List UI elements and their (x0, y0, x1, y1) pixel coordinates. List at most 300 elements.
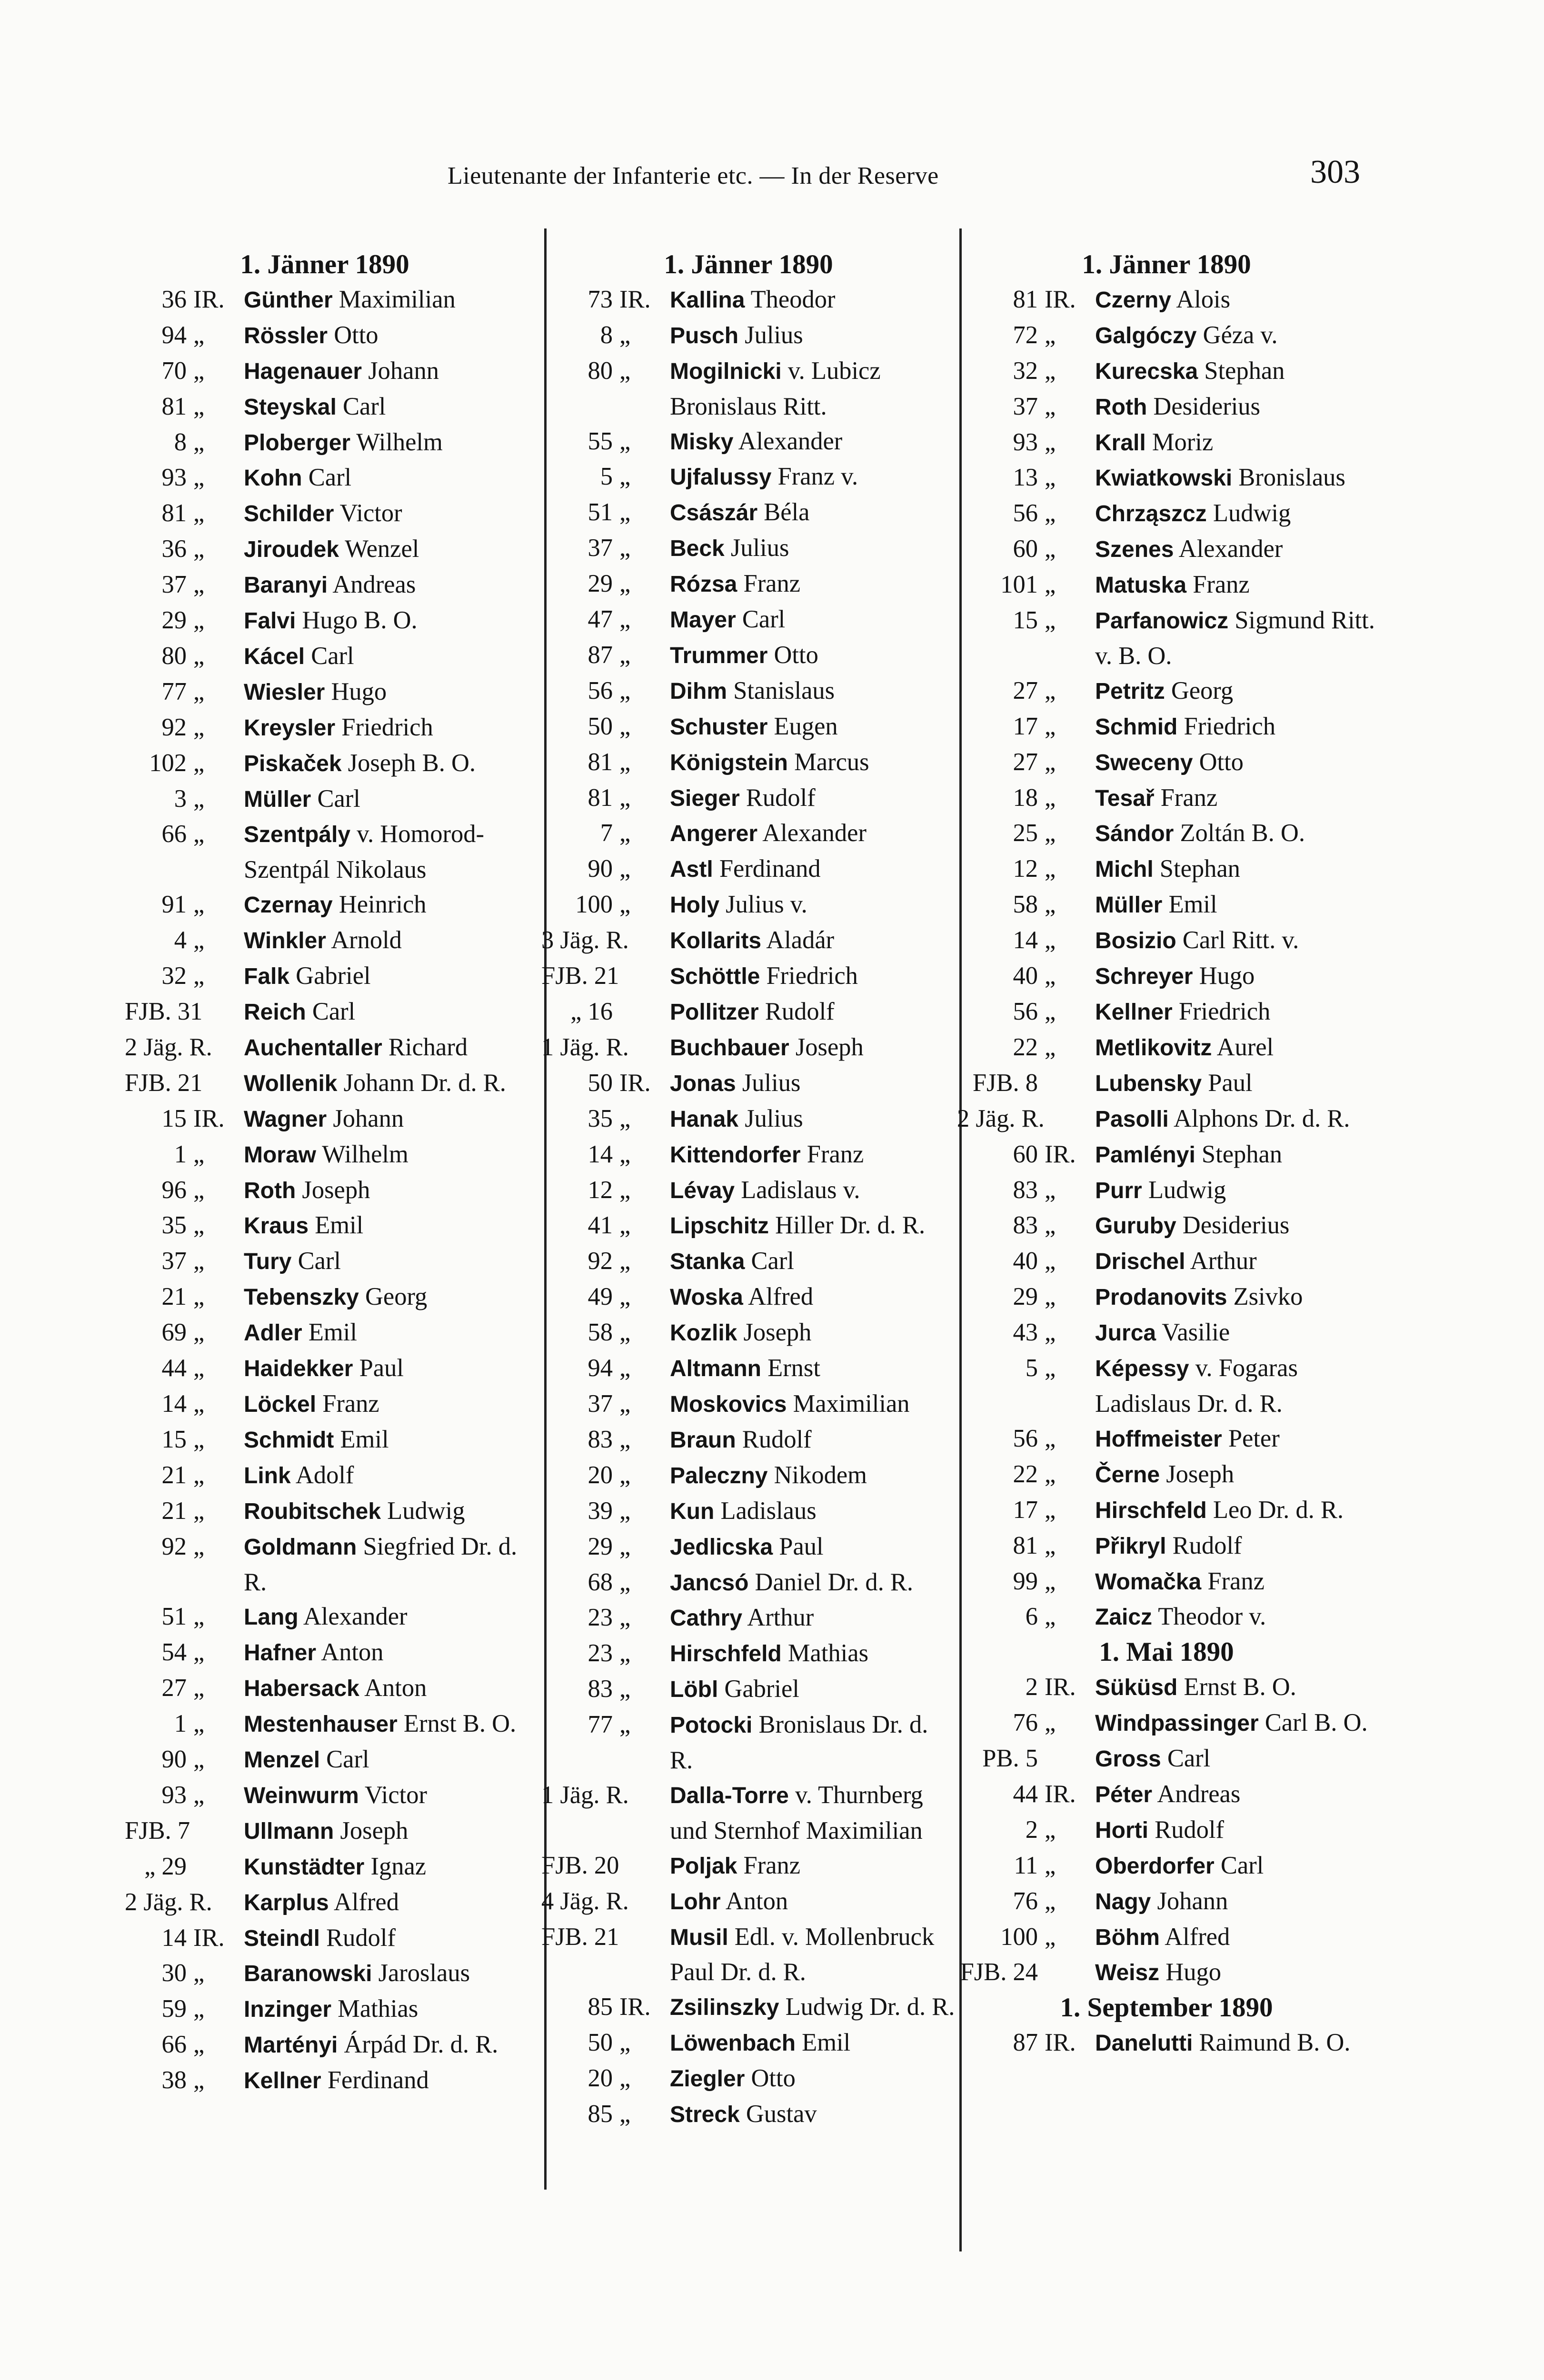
list-item (541, 638, 956, 674)
unit-number: 11 (1014, 1851, 1038, 1879)
officer-name (236, 1422, 525, 1458)
list-item (541, 2061, 956, 2097)
unit-type: „ (193, 1959, 205, 1987)
surname: Kurecska (1095, 358, 1198, 384)
officer-name (662, 1565, 956, 1601)
officer-name (236, 1849, 525, 1885)
list-item (957, 425, 1376, 461)
given-name: Julius (745, 1104, 803, 1132)
surname: Dalla-Torre (670, 1783, 789, 1808)
unit-number: FJB. 7 (125, 1816, 190, 1844)
unit-number: 94 (161, 321, 187, 349)
given-name: Aladár (766, 926, 835, 954)
given-name: Ferdinand (327, 2066, 429, 2094)
unit-number: 90 (161, 1745, 187, 1774)
officer-name (662, 2061, 956, 2097)
unit-type: „ (193, 642, 205, 670)
unit-number: 32 (1013, 357, 1038, 385)
unit-number: 92 (161, 713, 187, 741)
unit-type: „ (1045, 712, 1056, 740)
surname: Oberdorfer (1095, 1853, 1215, 1879)
officer-name (662, 1208, 956, 1244)
surname: Tesař (1095, 785, 1155, 811)
surname: Hirschfeld (670, 1641, 782, 1667)
surname: Pollitzer (670, 1000, 759, 1025)
unit-number: 69 (161, 1319, 187, 1347)
surname: Hafner (244, 1640, 317, 1666)
unit-number: 81 (1013, 1531, 1038, 1559)
surname: Schmid (1095, 714, 1178, 740)
given-name: Joseph (340, 1816, 408, 1844)
officer-name (1087, 1351, 1376, 1421)
given-name: Eugen (774, 712, 838, 740)
unit-type: IR. (193, 285, 225, 313)
surname: Kellner (1095, 1000, 1173, 1025)
unit-number: FJB. 20 (541, 1851, 619, 1879)
officer-name (1087, 1208, 1376, 1244)
given-name: Bronislaus Dr. d. R. (670, 1711, 928, 1775)
officer-name (662, 2025, 956, 2061)
list-item (541, 816, 956, 852)
surname: Schreyer (1095, 964, 1193, 990)
list-item (957, 1030, 1376, 1066)
given-name: Georg (365, 1283, 428, 1311)
unit-number: 91 (161, 891, 187, 919)
officer-name (1087, 816, 1376, 852)
officer-name (1087, 1528, 1376, 1564)
unit-type: „ (619, 1461, 631, 1489)
list-item (541, 602, 956, 638)
unit-type: „ (193, 535, 205, 563)
list-item (125, 1921, 525, 1956)
list-item (125, 639, 525, 674)
unit-number: FJB. 24 (960, 1958, 1038, 1986)
unit-type: „ (193, 1995, 205, 2023)
surname: Roth (244, 1178, 296, 1203)
list-item (125, 923, 525, 959)
given-name: Ladislaus v. (741, 1176, 860, 1204)
unit-number: FJB. 31 (125, 998, 203, 1026)
given-name: Alexander (762, 819, 867, 847)
given-name: Sigmund Ritt. v. B. O. (1095, 606, 1375, 670)
surname: Galgóczy (1095, 323, 1197, 348)
officer-name (662, 1884, 956, 1920)
officer-name (236, 2027, 525, 2063)
unit-type: „ (193, 1176, 205, 1204)
surname: Horti (1095, 1817, 1148, 1843)
given-name: Carl (742, 605, 786, 634)
officer-name (236, 603, 525, 639)
officer-name (662, 816, 956, 852)
surname: Weinwurm (244, 1783, 359, 1808)
officer-name (662, 318, 956, 354)
list-item (125, 1635, 525, 1671)
unit-number: 77 (161, 677, 187, 705)
unit-type: „ (1045, 783, 1056, 812)
list-item (541, 674, 956, 709)
given-name: Joseph (795, 1033, 864, 1061)
given-name: Julius (745, 321, 803, 349)
unit-number: 56 (1013, 998, 1038, 1026)
unit-type: „ (193, 1211, 205, 1240)
surname: Falk (244, 964, 290, 990)
officer-name (1087, 1564, 1376, 1600)
unit-type: „ (1045, 1709, 1056, 1737)
unit-number: 20 (588, 1461, 613, 1489)
unit-type: „ (619, 570, 631, 598)
surname: Guruby (1095, 1213, 1176, 1239)
unit-type: „ (1045, 1460, 1056, 1488)
unit-type: „ (619, 1354, 631, 1382)
unit-number: 81 (588, 748, 613, 776)
page-number: 303 (1310, 154, 1360, 190)
surname: Kun (670, 1498, 715, 1524)
list-item (541, 959, 956, 994)
given-name: Adolf (295, 1461, 354, 1489)
surname: Drischel (1095, 1249, 1185, 1275)
unit-type: „ (619, 1604, 631, 1632)
officer-name (662, 1672, 956, 1707)
list-item (541, 1315, 956, 1351)
list-item (125, 567, 525, 603)
unit-number: 70 (161, 357, 187, 385)
surname: Schuster (670, 714, 768, 740)
unit-number: „ 16 (570, 998, 613, 1026)
unit-number: 5 (1025, 1354, 1038, 1382)
surname: Kellner (244, 2068, 321, 2094)
surname: Kozlik (670, 1320, 737, 1346)
unit-number: 102 (149, 749, 187, 777)
given-name: Géza v. (1203, 321, 1278, 349)
surname: Holy (670, 892, 720, 918)
list-item (541, 781, 956, 816)
unit-type: „ (619, 1176, 631, 1204)
unit-type: „ (619, 427, 631, 455)
unit-type: „ (193, 571, 205, 599)
given-name: Anton (364, 1674, 427, 1702)
given-name: Ernst B. O. (403, 1710, 517, 1738)
unit-type: „ (1045, 1603, 1056, 1631)
list-item (541, 1565, 956, 1601)
section-heading: 1. September 1890 (1060, 1993, 1273, 2023)
surname: Pusch (670, 323, 739, 348)
surname: Gross (1095, 1746, 1161, 1772)
unit-number: 21 (161, 1497, 187, 1525)
given-name: Carl B. O. (1265, 1709, 1368, 1737)
given-name: Theodor (750, 285, 836, 313)
list-item (957, 318, 1376, 354)
list-item (125, 1458, 525, 1494)
surname: Hoffmeister (1095, 1426, 1222, 1452)
officer-name (236, 1279, 525, 1315)
unit-number: 90 (588, 855, 613, 883)
officer-name (662, 745, 956, 781)
given-name: Franz (1207, 1567, 1265, 1595)
unit-number: „ 29 (144, 1852, 187, 1880)
list-item (125, 1885, 525, 1921)
surname: Pamlényi (1095, 1142, 1195, 1168)
list-item (957, 1279, 1376, 1315)
given-name: Richard (388, 1033, 468, 1061)
list-item (541, 2025, 956, 2061)
unit-number: 18 (1013, 783, 1038, 812)
unit-number: 21 (161, 1461, 187, 1489)
list-item (957, 2025, 1376, 2061)
surname: Zsilinszky (670, 1995, 779, 2021)
surname: Přikryl (1095, 1533, 1166, 1559)
list-item (125, 746, 525, 782)
unit-number: 35 (588, 1104, 613, 1132)
list-item (125, 496, 525, 532)
officer-name (236, 639, 525, 674)
unit-type: „ (193, 1497, 205, 1525)
officer-name (236, 710, 525, 746)
surname: Lubensky (1095, 1071, 1202, 1096)
given-name: Anton (321, 1638, 384, 1666)
officer-name (662, 566, 956, 602)
unit-type: „ (1045, 357, 1056, 385)
unit-number: 22 (1013, 1460, 1038, 1488)
surname: Löwenbach (670, 2031, 796, 2056)
unit-number: 14 (161, 1924, 187, 1952)
unit-type: „ (193, 606, 205, 635)
given-name: v. Thurnberg und Sternhof Maximilian (670, 1781, 923, 1844)
unit-number: 59 (161, 1995, 187, 2023)
unit-number: 92 (588, 1247, 613, 1275)
surname: Cathry (670, 1606, 743, 1631)
surname: Schmidt (244, 1427, 334, 1453)
surname: Königstein (670, 750, 788, 775)
surname: Lohr (670, 1889, 721, 1914)
officer-name (236, 1814, 525, 1849)
given-name: Stephan (1201, 1140, 1283, 1168)
unit-type: „ (619, 1211, 631, 1240)
list-item (957, 354, 1376, 389)
unit-type: IR. (1045, 2029, 1076, 2057)
list-item (125, 1599, 525, 1635)
unit-number: 56 (1013, 1424, 1038, 1452)
given-name: Paul (1208, 1069, 1253, 1097)
given-name: Otto (751, 2064, 796, 2092)
unit-number: 2 (1025, 1815, 1038, 1844)
officer-name (236, 959, 525, 994)
surname: Matuska (1095, 573, 1187, 598)
unit-type: „ (1045, 1319, 1056, 1347)
list-item (541, 994, 956, 1030)
surname: Jurca (1095, 1320, 1156, 1346)
unit-number: 3 Jäg. R. (541, 926, 629, 954)
unit-type: „ (193, 926, 205, 954)
column-3 (957, 248, 1376, 2061)
unit-number: 85 (588, 1993, 613, 2021)
given-name: Zsivko (1233, 1283, 1303, 1311)
unit-number: 76 (1013, 1887, 1038, 1915)
given-name: Friedrich (1178, 998, 1271, 1026)
list-item (541, 1208, 956, 1244)
list-item (125, 710, 525, 746)
given-name: Zoltán B. O. (1180, 819, 1305, 847)
officer-name (1087, 1493, 1376, 1528)
surname: Lipschitz (670, 1213, 769, 1239)
officer-name (236, 1351, 525, 1387)
list-item (957, 1066, 1376, 1101)
unit-type: IR. (193, 1924, 225, 1952)
given-name: Johann Dr. d. R. (343, 1069, 506, 1097)
given-name: Hugo (331, 677, 387, 705)
unit-type: IR. (619, 1993, 651, 2021)
given-name: Julius (742, 1069, 801, 1097)
list-item (957, 745, 1376, 781)
officer-name (662, 709, 956, 745)
surname: Piskaček (244, 751, 342, 776)
unit-number: 2 Jäg. R. (125, 1033, 212, 1061)
officer-name (1087, 1777, 1376, 1813)
surname: Angerer (670, 821, 758, 847)
unit-type: „ (1045, 998, 1056, 1026)
surname: Ploberger (244, 430, 351, 456)
section-heading: 1. Jänner 1890 (664, 249, 833, 279)
officer-name (236, 1030, 525, 1066)
list-item (541, 1990, 956, 2025)
officer-name (662, 531, 956, 566)
officer-name (662, 1848, 956, 1884)
unit-type: „ (193, 1247, 205, 1275)
unit-number: 92 (161, 1532, 187, 1560)
list-item (541, 1351, 956, 1387)
unit-type: „ (619, 783, 631, 812)
surname: Czernay (244, 892, 333, 918)
unit-number: 56 (1013, 499, 1038, 527)
unit-number: 37 (161, 571, 187, 599)
officer-name (1087, 674, 1376, 709)
unit-number: 54 (161, 1638, 187, 1666)
unit-number: PB. 5 (982, 1745, 1038, 1773)
unit-number: 55 (588, 427, 613, 455)
officer-name (236, 460, 525, 496)
unit-number: 40 (1013, 962, 1038, 990)
unit-number: 2 (1025, 1673, 1038, 1701)
officer-name (236, 1706, 525, 1742)
surname: Wollenik (244, 1071, 338, 1096)
given-name: Edl. v. Mollenbruck Paul Dr. d. R. (670, 1923, 935, 1986)
surname: Poljak (670, 1853, 737, 1879)
officer-name (236, 923, 525, 959)
unit-type: „ (193, 1319, 205, 1347)
surname: Weisz (1095, 1960, 1160, 1986)
officer-name (1087, 781, 1376, 816)
list-item (541, 2097, 956, 2132)
officer-name (1087, 460, 1376, 496)
unit-number: 13 (1013, 464, 1038, 492)
officer-name (662, 354, 956, 424)
unit-type: „ (619, 321, 631, 349)
given-name: Wenzel (345, 535, 419, 563)
given-name: Joseph B. O. (348, 749, 476, 777)
officer-name (662, 495, 956, 531)
unit-number: 100 (575, 891, 613, 919)
given-name: Anton (725, 1887, 788, 1915)
surname: Parfanowicz (1095, 608, 1229, 634)
surname: Jiroudek (244, 537, 339, 563)
given-name: Johann (368, 357, 439, 385)
unit-type: „ (1045, 926, 1056, 954)
officer-name (236, 1956, 525, 1992)
list-item (957, 603, 1376, 674)
list-item (125, 1529, 525, 1600)
officer-name (662, 1351, 956, 1387)
surname: Streck (670, 2102, 740, 2128)
unit-number: FJB. 21 (541, 962, 619, 990)
unit-type: „ (1045, 499, 1056, 527)
given-name: Arthur (747, 1604, 814, 1632)
unit-number: 73 (588, 285, 613, 313)
unit-type: „ (619, 1283, 631, 1311)
list-item (957, 460, 1376, 496)
unit-number: 21 (161, 1283, 187, 1311)
list-item (541, 1422, 956, 1458)
surname: Haidekker (244, 1356, 353, 1382)
list-item (541, 1920, 956, 1990)
unit-number: 37 (588, 534, 613, 562)
surname: Misky (670, 429, 734, 455)
given-name: Árpád Dr. d. R. (344, 2031, 498, 2059)
given-name: Maximilian (339, 285, 456, 313)
officer-name (662, 959, 956, 994)
unit-type: „ (1045, 1887, 1056, 1915)
surname: Menzel (244, 1747, 320, 1773)
list-item (957, 567, 1376, 603)
unit-number: 43 (1013, 1319, 1038, 1347)
unit-type: „ (619, 1639, 631, 1667)
unit-type: „ (1045, 321, 1056, 349)
unit-number: 12 (1013, 855, 1038, 883)
given-name: Friedrich (341, 713, 433, 741)
list-item (541, 1279, 956, 1315)
unit-number: 76 (1013, 1709, 1038, 1737)
surname: Pasolli (1095, 1106, 1169, 1132)
given-name: Ignaz (370, 1852, 427, 1880)
unit-type: „ (1045, 1247, 1056, 1275)
list-item (125, 1208, 525, 1244)
list-item (541, 354, 956, 424)
unit-type: „ (619, 641, 631, 669)
officer-name (1087, 994, 1376, 1030)
unit-type: „ (619, 2100, 631, 2128)
list-item (125, 1992, 525, 2027)
unit-type: „ (193, 1461, 205, 1489)
given-name: Joseph (743, 1319, 812, 1347)
unit-number: 80 (588, 357, 613, 385)
list-item (125, 1422, 525, 1458)
officer-name (1087, 1741, 1376, 1777)
given-name: Aurel (1216, 1033, 1274, 1061)
unit-number: 7 (600, 819, 613, 847)
unit-type: IR. (1045, 285, 1076, 313)
unit-type: „ (619, 1104, 631, 1132)
surname: Petritz (1095, 678, 1165, 704)
list-item (957, 1920, 1376, 1955)
surname: Ullmann (244, 1818, 334, 1844)
surname: Baranyi (244, 573, 328, 598)
officer-name (1087, 1244, 1376, 1279)
given-name: Wilhelm (322, 1140, 408, 1168)
list-item (125, 994, 525, 1030)
list-item (125, 1030, 525, 1066)
unit-type: „ (1045, 748, 1056, 776)
officer-name (662, 1920, 956, 1990)
officer-name (236, 496, 525, 532)
given-name: Siegfried Dr. d. R. (244, 1532, 518, 1596)
